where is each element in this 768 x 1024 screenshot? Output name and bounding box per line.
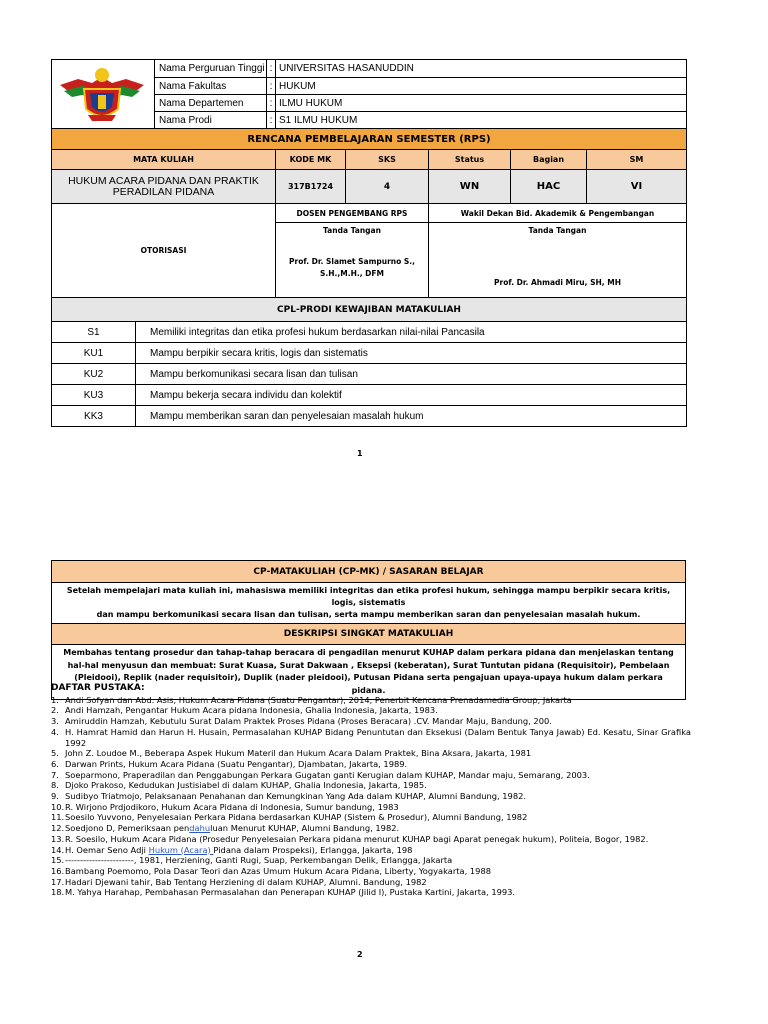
cpmk-text-line-2: dan mampu berkomunikasi secara lisan dan tulisan, serta mampu memberikan saran dan penyelesaian masalah hukum. [96, 610, 641, 619]
pustaka-list [51, 695, 691, 898]
daftar-pustaka-title: DAFTAR PUSTAKA: [51, 683, 145, 693]
header-status: Status [429, 150, 511, 170]
pustaka-number: 7. [51, 769, 59, 780]
wakil-tanda-tangan: Tanda Tangan [429, 223, 687, 239]
pustaka-number: 18. [51, 887, 65, 898]
header-sm: SM [587, 150, 687, 170]
cpl-code: KU1 [52, 343, 136, 364]
cpl-text: Mampu berkomunikasi secara lisan dan tulisan [136, 364, 687, 385]
colon: : [267, 60, 276, 78]
value-prodi: S1 ILMU HUKUM [276, 112, 687, 129]
pustaka-item [51, 887, 691, 898]
pustaka-text: Djoko Prakoso, Kedudukan Justisiabel di dalam KUHAP, Ghalia Indonesia, Jakarta, 1985. [65, 780, 427, 791]
cpmk-text-line-1: Setelah mempelajari mata kuliah ini, mahasiswa memiliki integritas dan etika profesi hukum, sehingga mampu berpikir secara kritis, logis, sistematis [66, 586, 671, 607]
deskripsi-text: Membahas tentang prosedur dan tahap-tahap beracara di pengadilan menurut KUHAP dalam perkara pidana dan menjelaskan tentang hal-hal menyusun dan membuat: Surat Kuasa, Surat Dakwaan , Eksepsi (keberatan), Surat Tuntutan pidana (Requisitoir), Pembelaan (Pleidooi), Replik (nader requisitoir), Duplik (nader pleidooi), Putusan Pidana serta pengajuan upaya-upaya hukum dalam perkara pidana. [52, 645, 686, 700]
deskripsi-title: DESKRIPSI SINGKAT MATAKULIAH [52, 624, 686, 645]
pustaka-text: R. Soesilo, Hukum Acara Pidana (Prosedur Penyelesaian Perkara pidana menurut KUHAP bagi Aparat penegak hukum), Politeia, Bogor, 1982. [65, 833, 649, 844]
pustaka-link[interactable]: Hukum (Acara) [148, 844, 214, 855]
cpmk-table [51, 560, 686, 700]
pustaka-number: 10. [51, 801, 65, 812]
pustaka-number: 12. [51, 823, 65, 834]
pustaka-item [51, 759, 691, 770]
cpl-text: Mampu berpikir secara kritis, logis dan sistematis [136, 343, 687, 364]
pustaka-number: 13. [51, 833, 65, 844]
colon: : [267, 78, 276, 95]
header-sks: SKS [346, 150, 429, 170]
pustaka-text [65, 823, 691, 834]
pustaka-text: Andi Sofyan dan Abd. Asis, Hukum Acara Pidana (Suatu Pengantar), 2014, Penerbit Kencana Prenadamedia Group, Jakarta [65, 694, 572, 705]
pustaka-text: Darwan Prints, Hukum Acara Pidana (Suatu Pengantar), Djambatan, Jakarta, 1989. [65, 758, 408, 769]
cpl-code: KK3 [52, 406, 136, 427]
value-fakultas: HUKUM [276, 78, 687, 95]
pustaka-text: Soesilo Yuvvono, Penyelesaian Perkara Pidana berdasarkan KUHAP (Sistem & Prosedur), Alumni Bandung, 1982 [65, 812, 528, 823]
course-sm: VI [587, 170, 687, 204]
pustaka-number: 15. [51, 855, 65, 866]
rps-header-table [51, 59, 687, 427]
pustaka-text: M. Yahya Harahap, Pembahasan Permasalahan dan Penerapan KUHAP (Jilid I), Pustaka Kartini, Jakarta, 1993. [65, 887, 516, 898]
cpl-text: Memiliki integritas dan etika profesi hukum berdasarkan nilai-nilai Pancasila [136, 322, 687, 343]
cpl-title: CPL-PRODI KEWAJIBAN MATAKULIAH [52, 298, 687, 322]
pustaka-number: 6. [51, 758, 59, 769]
pustaka-text: Amiruddin Hamzah, Kebutulu Surat Dalam Praktek Proses Pidana (Proses Beracara) .CV. Mandar Maju, Bandung, 200. [65, 716, 552, 727]
pustaka-item [51, 695, 691, 706]
otorisasi-label: OTORISASI [52, 204, 276, 298]
wakil-dekan-header: Wakil Dekan Bid. Akademik & Pengembangan [429, 204, 687, 223]
pustaka-text: Andi Hamzah, Pengantar Hukum Acara pidana Indonesia, Ghalia Indonesia, Jakarta, 1983. [65, 705, 438, 716]
label-perguruan-tinggi: Nama Perguruan Tinggi [155, 60, 267, 78]
header-bagian: Bagian [511, 150, 587, 170]
pustaka-number: 4. [51, 726, 59, 737]
header-mata-kuliah: MATA KULIAH [52, 150, 276, 170]
value-perguruan-tinggi: UNIVERSITAS HASANUDDIN [276, 60, 687, 78]
label-departemen: Nama Departemen [155, 95, 267, 112]
pustaka-number: 5. [51, 748, 59, 759]
pustaka-item [51, 748, 691, 759]
dosen-pengembang-header: DOSEN PENGEMBANG RPS [276, 204, 429, 223]
pustaka-text-part: luan Menurut KUHAP, Alumni Bandung, 1982. [210, 823, 400, 834]
pustaka-text-part: Pidana dalam Prospeksi), Erlangga, Jakarta, 198 [213, 844, 413, 855]
cpl-code: KU2 [52, 364, 136, 385]
pustaka-number: 17. [51, 876, 65, 887]
pustaka-item [51, 705, 691, 716]
cpl-text: Mampu bekerja secara individu dan kolektif [136, 385, 687, 406]
label-fakultas: Nama Fakultas [155, 78, 267, 95]
pustaka-item [51, 845, 691, 856]
rps-title: RENCANA PEMBELAJARAN SEMESTER (RPS) [52, 129, 687, 150]
dosen-tanda-tangan: Tanda Tangan [276, 223, 429, 239]
pustaka-text: H. Hamrat Hamid dan Harun H. Husain, Permasalahan KUHAP Bidang Penuntutan dan Eksekusi (Dalam Bentuk Tanya Jawab) Ed. Kesatu, Sinar Grafika 1992 [65, 726, 691, 748]
page-number-1: 1 [357, 449, 363, 458]
pustaka-item [51, 791, 691, 802]
dosen-name-line-2: S.H.,M.H., DFM [320, 268, 384, 278]
label-prodi: Nama Prodi [155, 112, 267, 129]
pustaka-item [51, 823, 691, 834]
pustaka-text-part: Soedjono D, Pemeriksaan pen [65, 823, 190, 834]
pustaka-number: 16. [51, 865, 65, 876]
pustaka-item [51, 716, 691, 727]
pustaka-number: 8. [51, 780, 59, 791]
pustaka-number: 3. [51, 716, 59, 727]
pustaka-item [51, 855, 691, 866]
pustaka-number: 11. [51, 812, 65, 823]
pustaka-item [51, 877, 691, 888]
course-status: WN [429, 170, 511, 204]
daftar-pustaka [51, 683, 691, 898]
colon: : [267, 95, 276, 112]
dosen-signature-block [276, 239, 429, 298]
pustaka-text: Bambang Poemomo, Pola Dasar Teori dan Azas Umum Hukum Acara Pidana, Liberty, Yogyakarta, 1988 [65, 865, 491, 876]
course-name: HUKUM ACARA PIDANA DAN PRAKTIK PERADILAN PIDANA [52, 170, 276, 204]
pustaka-link[interactable]: dahu [189, 823, 211, 834]
pustaka-text: Sudibyo Triatmojo, Pelaksanaan Penahanan dan Kemungkinan Yang Ada dalam KUHAP, Alumni Bandung, 1982. [65, 791, 527, 802]
pustaka-text: R. Wirjono Prdjodikoro, Hukum Acara Pidana di Indonesia, Sumur bandung, 1983 [65, 801, 399, 812]
pustaka-text [65, 845, 691, 856]
pustaka-item [51, 780, 691, 791]
pustaka-text-part: H. Oemar Seno Adji [65, 844, 149, 855]
pustaka-item [51, 812, 691, 823]
wakil-name: Prof. Dr. Ahmadi Miru, SH, MH [429, 239, 687, 298]
course-kode: 317B1724 [276, 170, 346, 204]
pustaka-item [51, 834, 691, 845]
pustaka-text: John Z. Loudoe M., Beberapa Aspek Hukum Materil dan Hukum Acara Dalam Praktek, Bina Aksara, Jakarta, 1981 [65, 748, 532, 759]
value-departemen: ILMU HUKUM [276, 95, 687, 112]
colon: : [267, 112, 276, 129]
pustaka-text: Hadari Djewani tahir, Bab Tentang Herziening di dalam KUHAP, Alumni. Bandung, 1982 [65, 876, 427, 887]
cpmk-title: CP-MATAKULIAH (CP-MK) / SASARAN BELAJAR [52, 561, 686, 583]
course-bagian: HAC [511, 170, 587, 204]
pustaka-number: 14. [51, 844, 65, 855]
university-logo [52, 61, 152, 127]
dosen-name-line-1: Prof. Dr. Slamet Sampurno S., [289, 256, 415, 266]
pustaka-item [51, 866, 691, 877]
pustaka-item [51, 727, 691, 748]
pustaka-text: Soeparmono, Praperadilan dan Penggabungan Perkara Gugatan ganti Kerugian dalam KUHAP, Mandar maju, Semarang, 2003. [65, 769, 590, 780]
cpl-code: KU3 [52, 385, 136, 406]
pustaka-number: 9. [51, 791, 59, 802]
page-number-2: 2 [357, 950, 363, 959]
pustaka-number: 2. [51, 705, 59, 716]
cpl-text: Mampu memberikan saran dan penyelesaian masalah hukum [136, 406, 687, 427]
university-logo-cell [52, 60, 155, 129]
pustaka-number: 1. [51, 694, 59, 705]
pustaka-item [51, 770, 691, 781]
header-kode-mk: KODE MK [276, 150, 346, 170]
cpmk-text [52, 583, 686, 624]
pustaka-text: -----------------------, 1981, Herziening, Ganti Rugi, Suap, Perkembangan Delik, Erlangga, Jakarta [65, 855, 453, 866]
course-sks: 4 [346, 170, 429, 204]
pustaka-item [51, 802, 691, 813]
cpl-code: S1 [52, 322, 136, 343]
